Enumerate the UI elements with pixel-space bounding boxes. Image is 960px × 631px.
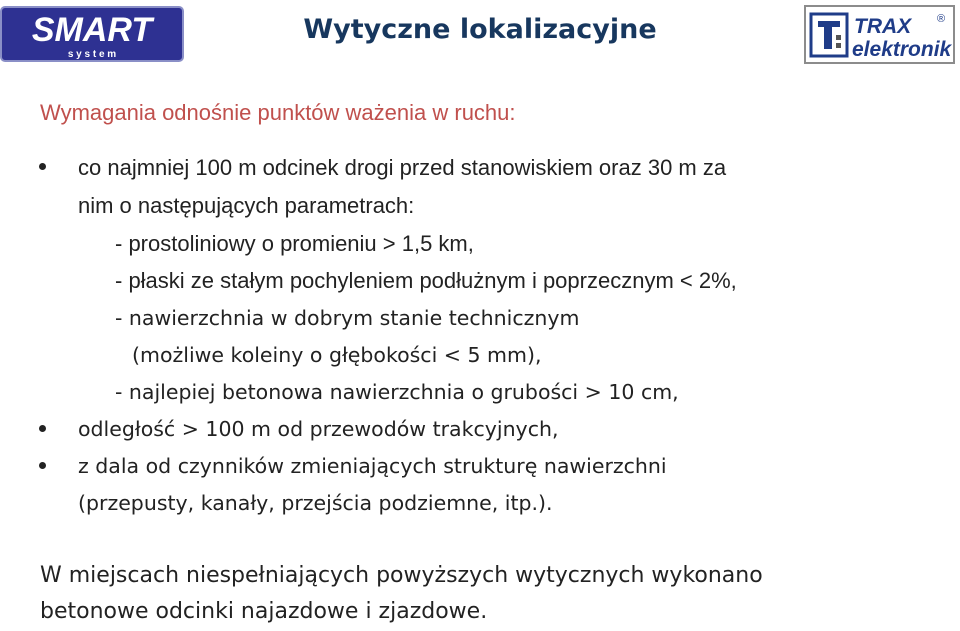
svg-text:elektronik: elektronik — [852, 38, 952, 61]
bullet-1-line-1: co najmniej 100 m odcinek drogi przed stanowiskiem oraz 30 m za — [78, 155, 727, 180]
param-line-3: - nawierzchnia w dobrym stanie technicznym — [115, 306, 580, 330]
closing-line-2: betonowe odcinki najazdowe i zjazdowe. — [40, 599, 488, 624]
bullet-3-line-2: (przepusty, kanały, przejścia podziemne, itp.). — [78, 491, 553, 515]
param-line-5: - najlepiej betonowa nawierzchnia o grubości > 10 cm, — [115, 380, 679, 404]
subtitle: Wymagania odnośnie punktów ważenia w ruchu: — [40, 100, 516, 125]
svg-text:TRAX: TRAX — [854, 15, 912, 38]
svg-text:s y s t e m: s y s t e m — [67, 49, 117, 60]
param-line-4: (możliwe koleiny o głębokości < 5 mm), — [132, 343, 542, 367]
param-line-1: - prostoliniowy o promieniu > 1,5 km, — [115, 231, 474, 256]
closing-line-1: W miejscach niespełniających powyższych wytycznych wykonano — [40, 563, 763, 588]
bullet-2 — [39, 425, 46, 432]
param-line-2: - płaski ze stałym pochyleniem podłużnym i poprzecznym < 2%, — [115, 268, 737, 293]
bullet-2-line-1: odległość > 100 m od przewodów trakcyjnych, — [78, 417, 559, 441]
svg-text:SMART: SMART — [31, 11, 153, 49]
bullet-1-line-2: nim o następujących parametrach: — [78, 193, 415, 218]
svg-text:®: ® — [937, 13, 946, 25]
bullet-3 — [39, 462, 46, 469]
bullet-1 — [39, 163, 46, 170]
bullet-3-line-1: z dala od czynników zmieniających strukturę nawierzchni — [78, 454, 667, 478]
trax-elektronik-logo — [804, 5, 955, 64]
slide-title: Wytyczne lokalizacyjne — [303, 14, 657, 45]
